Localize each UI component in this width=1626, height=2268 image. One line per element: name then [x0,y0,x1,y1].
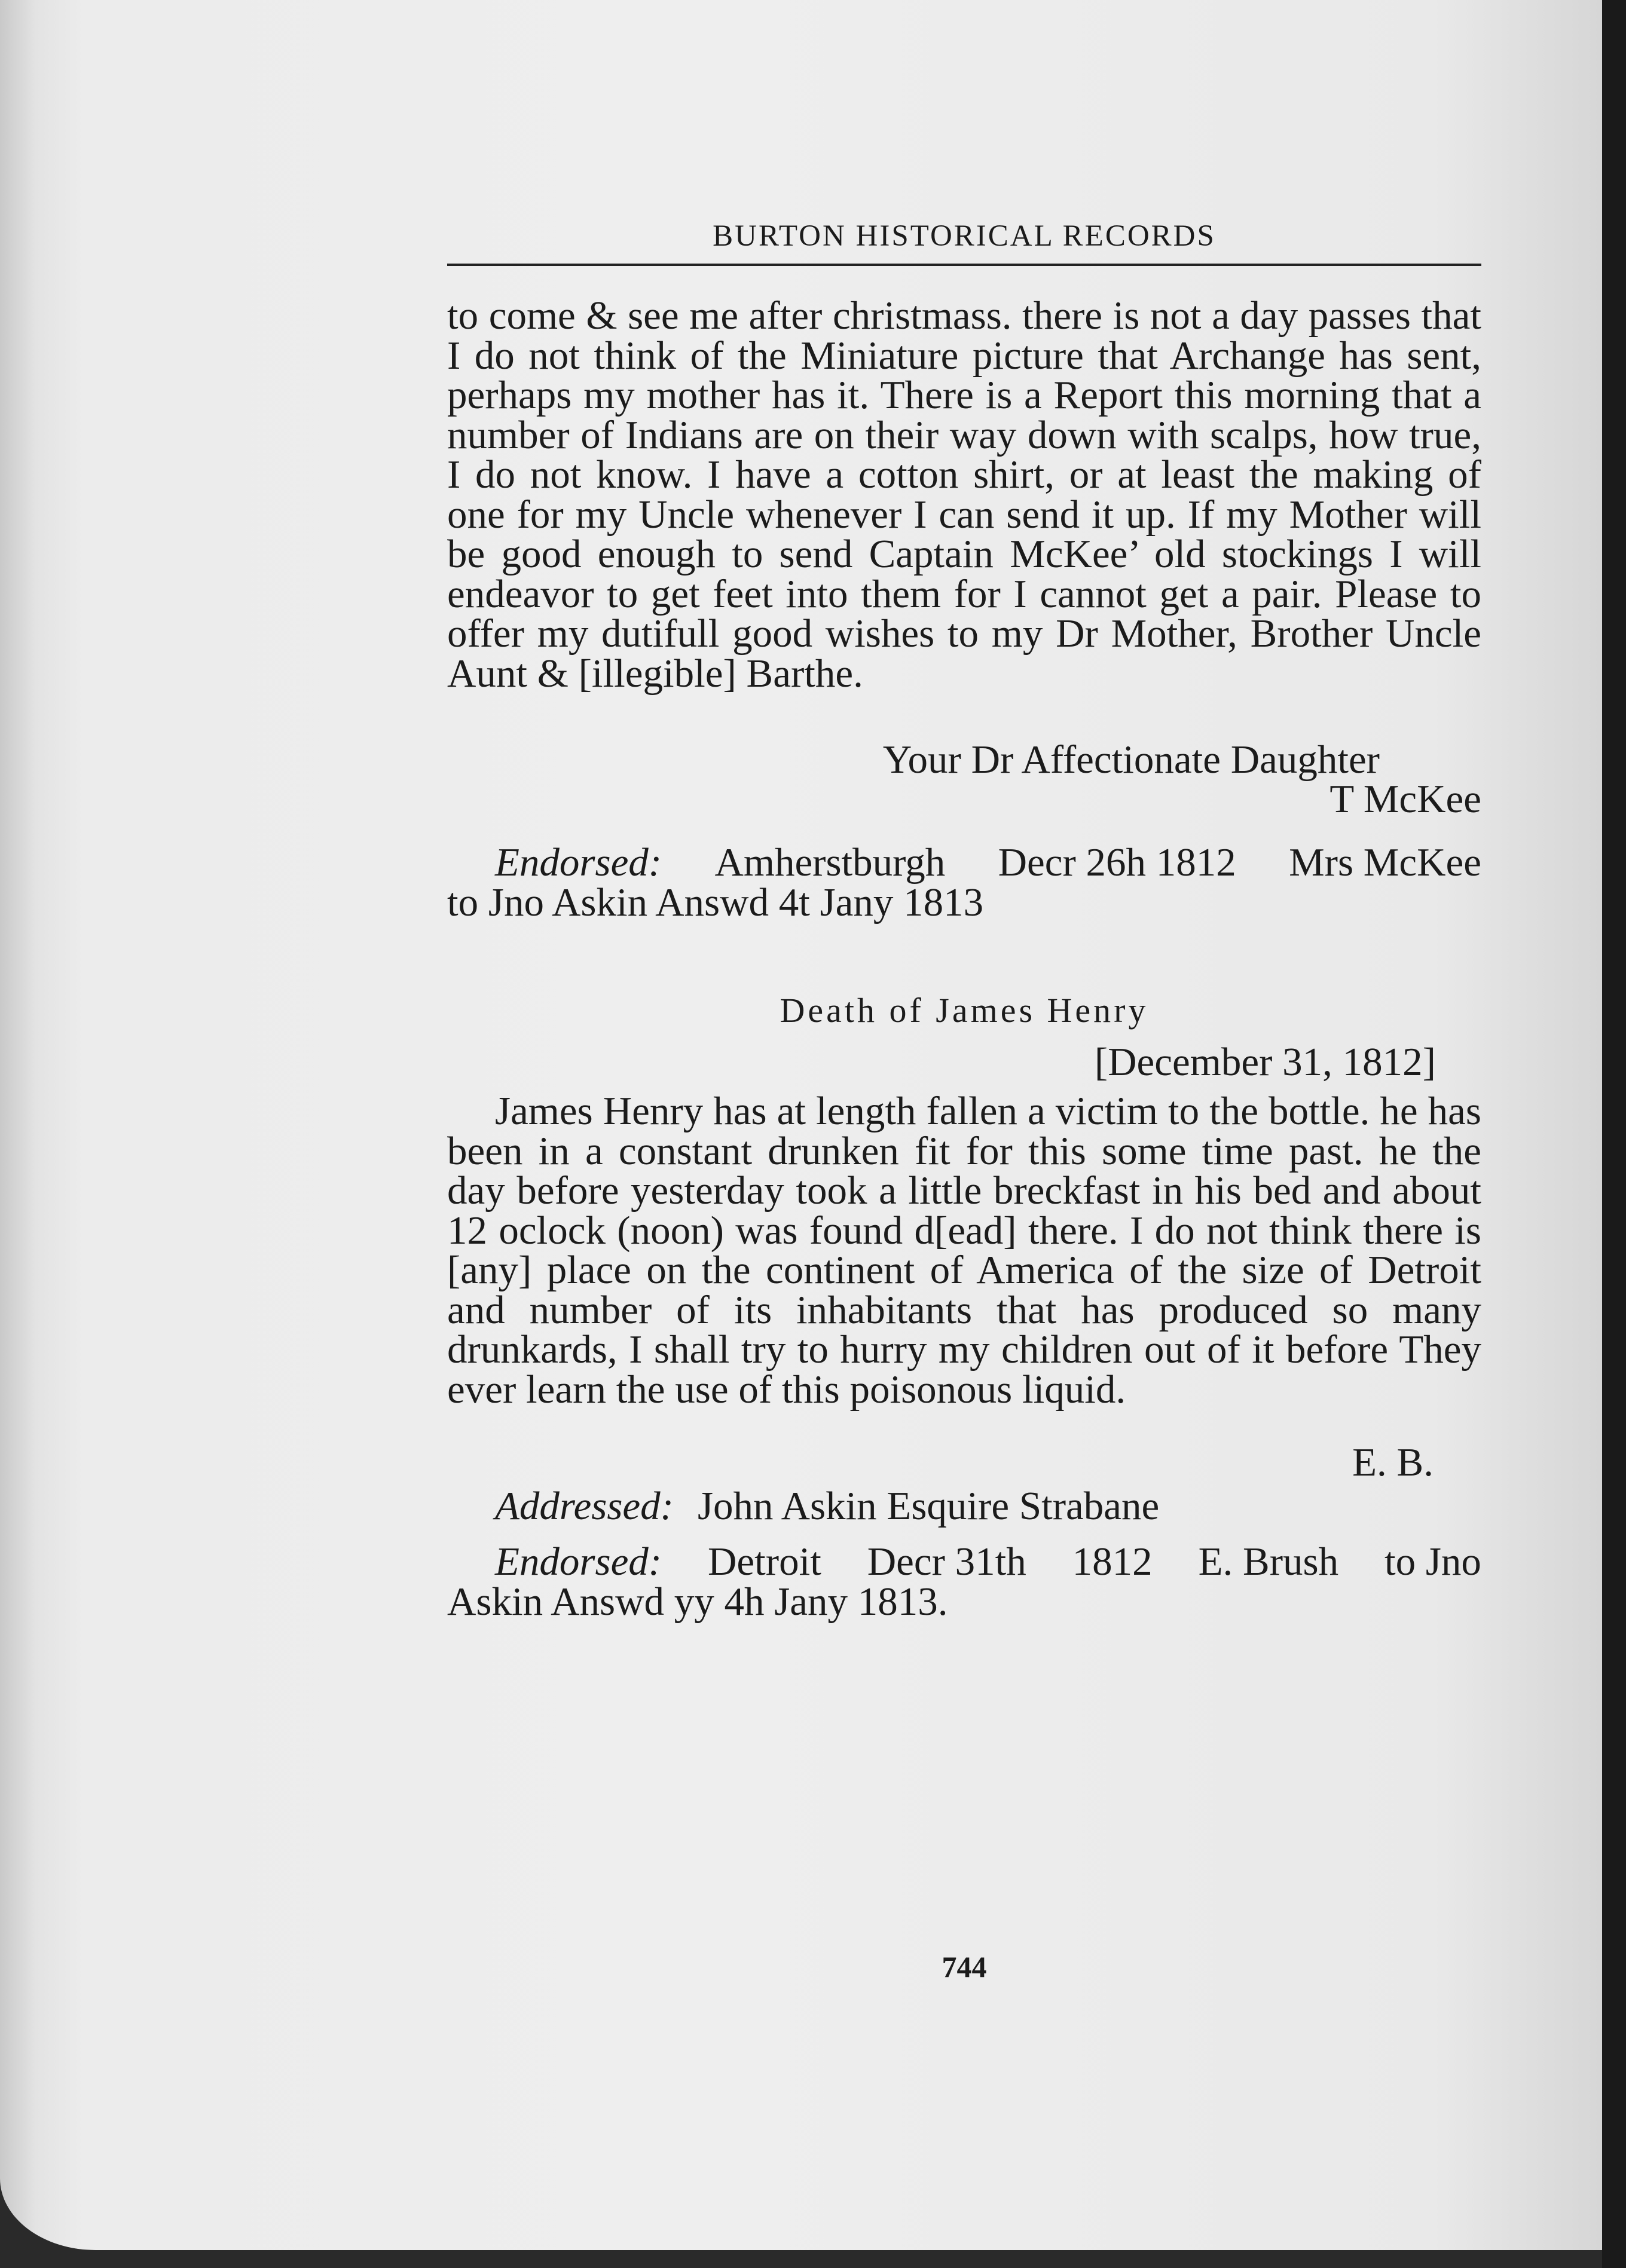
note-body: James Henry has at length fallen a victim to the bottle. he has been in a constant drunken fit for this some time past. he the day before yesterday took a little breckfast in his bed and about 12 oclock (noon) was found d[ead] there. I do not think there is [any] place on the continent of America of the size of Detroit and number of its inhabitants that has produced so many drunkards, I shall try to hurry my children out of it before They ever learn the use of this poisonous liquid. [447,1089,1481,1412]
letter-signature: T McKee [1329,777,1481,821]
note-initials: E. B. [1352,1440,1434,1485]
addressed-label: Addressed: [495,1484,674,1528]
page-number: 744 [942,1950,987,1984]
note-endorsed-year: 1812 [1072,1539,1153,1584]
endorsement-line-2: to Jno Askin Answd 4t Jany 1813 [447,880,984,925]
addressed-text: John Askin Esquire Strabane [697,1484,1160,1528]
endorsement-label: Endorsed: [495,840,662,884]
note-endorsed-label: Endorsed: [495,1539,662,1584]
note-endorsement [447,1539,1481,1624]
note-endorsed-place: Detroit [708,1539,821,1584]
note-endorsed-sender: E. Brush [1198,1539,1339,1584]
section-title: Death of James Henry [780,991,1149,1030]
note-endorsed-date: Decr 31th [867,1539,1026,1584]
letter-endorsement [447,840,1481,925]
endorsement-date: Decr 26h 1812 [998,840,1236,884]
letter-body: to come & see me after christmass. there is not a day passes that I do not think of the Miniature picture that Archange has sent, perhaps my mother has it. There is a Report this morning that a number of Indians are on their way down with scalps, how true, I do not know. I have a cotton shirt, or at least the making of one for my Uncle whenever I can send it up. If my Mother will be good enough to send Captain McKee’ old stockings I will endeavor to get feet into them for I cannot get a pair. Please to offer my dutifull good wishes to my Dr Mother, Brother Uncle Aunt & [illegible] Barthe. [447,293,1481,696]
letter-closing: Your Dr Affectionate Daughter [882,737,1380,782]
section-date: [December 31, 1812] [1094,1040,1436,1084]
note-endorsed-line-2: Askin Answd yy 4h Jany 1813. [447,1579,948,1624]
header-rule [447,264,1481,266]
addressed-line [495,1486,1481,1526]
endorsement-place: Amherstburgh [714,840,946,884]
running-head: BURTON HISTORICAL RECORDS [713,219,1216,253]
endorsement-sender: Mrs McKee [1289,840,1481,884]
note-endorsed-recipient: to Jno [1384,1539,1481,1584]
